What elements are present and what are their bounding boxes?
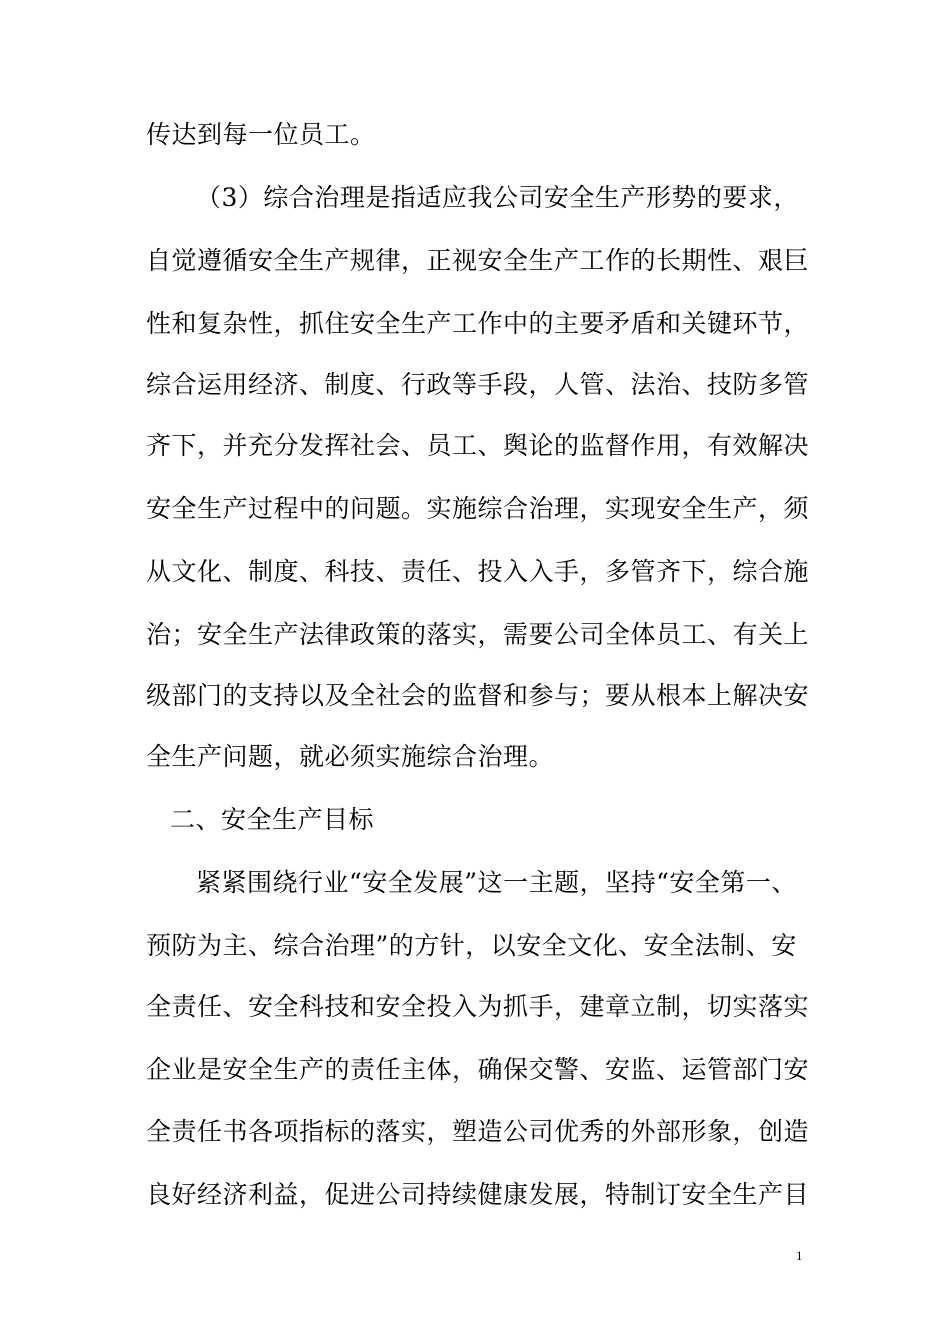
page-number: 1	[796, 1248, 803, 1263]
text-line-5: 综合运用经济、制度、行政等手段，人管、法治、技防多管	[146, 370, 810, 399]
text-line-9: 治；安全生产法律政策的落实，需要公司全体员工、有关上	[146, 620, 810, 649]
section-heading: 二、安全生产目标	[170, 805, 375, 834]
text-line-8: 从文化、制度、科技、责任、投入入手，多管齐下，综合施	[146, 557, 810, 586]
text-line-15: 全责任、安全科技和安全投入为抓手，建章立制，切实落实	[146, 992, 810, 1021]
paragraph-3-start: （3）综合治理是指适应我公司安全生产形势的要求，	[196, 183, 799, 212]
text-line-18: 良好经济利益，促进公司持续健康发展，特制订安全生产目	[146, 1180, 810, 1209]
text-line-6: 齐下，并充分发挥社会、员工、舆论的监督作用，有效解决	[146, 431, 810, 460]
text-line-11: 全生产问题，就必须实施综合治理。	[146, 742, 555, 771]
text-line-3: 自觉遵循安全生产规律，正视安全生产工作的长期性、艰巨	[146, 246, 810, 275]
text-line-1: 传达到每一位员工。	[146, 120, 376, 149]
text-line-4: 性和复杂性，抓住安全生产工作中的主要矛盾和关键环节，	[146, 309, 810, 338]
text-line-7: 安全生产过程中的问题。实施综合治理，实现安全生产，须	[146, 494, 810, 523]
text-line-10: 级部门的支持以及全社会的监督和参与；要从根本上解决安	[146, 681, 810, 710]
paragraph-goal-start: 紧紧围绕行业“安全发展”这一主题，坚持“安全第一、	[196, 868, 797, 897]
text-line-14: 预防为主、综合治理”的方针，以安全文化、安全法制、安	[146, 931, 797, 960]
text-line-16: 企业是安全生产的责任主体，确保交警、安监、运管部门安	[146, 1055, 810, 1084]
text-line-17: 全责任书各项指标的落实，塑造公司优秀的外部形象，创造	[146, 1117, 810, 1146]
